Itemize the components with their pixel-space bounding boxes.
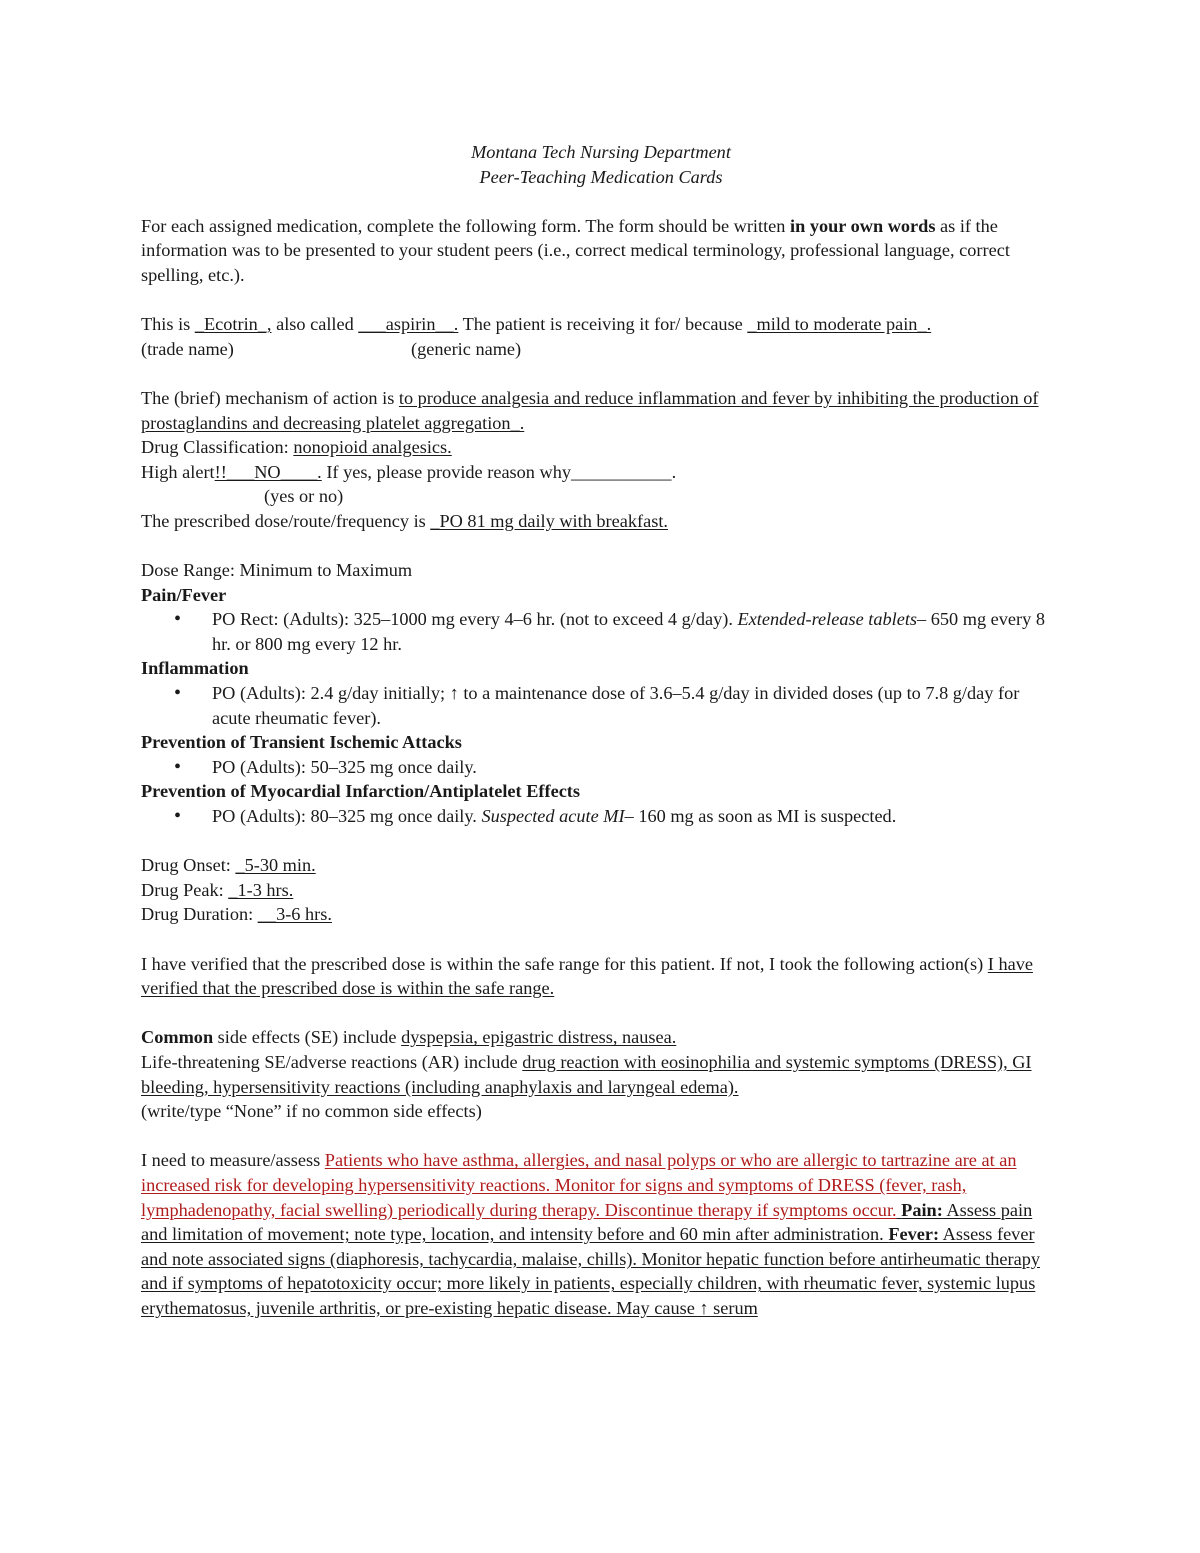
intro-paragraph: For each assigned medication, complete the following form. The form should be written in your own words as if the information was to be presented to your student peers (i.e., correct medical terminology, professional language, correct spelling, etc.). [141, 215, 1010, 285]
dose-list-item: • PO (Adults): 50–325 mg once daily. [141, 755, 1061, 780]
life-threatening-side-effects: Life-threatening SE/adverse reactions (AR) include drug reaction with eosinophilia and systemic symptoms (DRESS), GI bleeding, hypersensitivity reactions (including anaphylaxis and laryngeal edema). [141, 1051, 1032, 1097]
dose-range-sections [141, 583, 1061, 829]
dose-list [141, 607, 1061, 656]
medication-card-page [141, 140, 1061, 1321]
duration-line: Drug Duration: __3-6 hrs. [141, 904, 332, 925]
department-title: Montana Tech Nursing Department [471, 142, 731, 162]
peak-line: Drug Peak: _1-3 hrs. [141, 879, 294, 900]
dose-section-heading: Prevention of Myocardial Infarction/Antiplatelet Effects [141, 781, 581, 802]
generic-name-field: ___aspirin__. [358, 314, 459, 335]
drug-name-line: This is _Ecotrin_, also called ___aspirin__. The patient is receiving it for/ because _mild to moderate pain_. [141, 314, 932, 335]
classification-field: nonopioid analgesics. [293, 437, 452, 458]
dose-range-title: Dose Range: Minimum to Maximum [141, 560, 413, 581]
dose-section-heading: Inflammation [141, 658, 249, 679]
dose-line: The prescribed dose/route/frequency is _PO 81 mg daily with breakfast. [141, 510, 668, 531]
assessment-warning: Patients who have asthma, allergies, and nasal polyps or who are allergic to tartrazine are at an increased risk for developing hypersensitivity reactions. Monitor for signs and symptoms of DRESS (fever, rash, lymphadenopathy, facial swelling) periodically during therapy. Discontinue therapy if symptoms occur. [141, 1150, 1017, 1220]
form-title: Peer-Teaching Medication Cards [479, 166, 723, 187]
name-labels: (trade name) (generic name) [141, 338, 522, 359]
verified-paragraph: I have verified that the prescribed dose is within the safe range for this patient. If not, I took the following action(s) I have verified that the prescribed dose is within the safe range. [141, 953, 1033, 999]
high-alert-hint: (yes or no) [264, 486, 344, 507]
onset-line: Drug Onset: _5-30 min. [141, 855, 316, 876]
dose-list [141, 681, 1061, 730]
dose-section-heading: Pain/Fever [141, 584, 227, 605]
common-side-effects: Common side effects (SE) include dyspepsia, epigastric distress, nausea. [141, 1027, 677, 1048]
dose-list-item: • PO (Adults): 80–325 mg once daily. Suspected acute MI– 160 mg as soon as MI is suspected. [141, 804, 1061, 829]
dose-list [141, 804, 1061, 829]
classification-line: Drug Classification: nonopioid analgesics. [141, 437, 452, 458]
side-effects-hint: (write/type “None” if no common side effects) [141, 1101, 482, 1122]
high-alert-line: High alert!!___NO____. If yes, please provide reason why___________. [141, 461, 677, 482]
dose-list-item: • PO (Adults): 2.4 g/day initially; ↑ to a maintenance dose of 3.6–5.4 g/day in divided doses (up to 7.8 g/day for acute rheumatic fever). [141, 681, 1061, 730]
high-alert-field: !!___NO____. [214, 461, 322, 482]
mechanism-line: The (brief) mechanism of action is to produce analgesia and reduce inflammation and fever by inhibiting the production of prostaglandins and decreasing platelet aggregation_. [141, 387, 1039, 433]
dose-section-heading: Prevention of Transient Ischemic Attacks [141, 732, 462, 753]
dose-field: _PO 81 mg daily with breakfast. [430, 510, 668, 531]
mechanism-field: to produce analgesia and reduce inflammation and fever by inhibiting the production of prostaglandins and decreasing platelet aggregation_. [141, 387, 1039, 433]
reason-field: _mild to moderate pain_. [747, 314, 932, 335]
trade-name-field: _Ecotrin_, [194, 314, 272, 335]
dose-list [141, 755, 1061, 780]
dose-list-item: • PO Rect: (Adults): 325–1000 mg every 4–6 hr. (not to exceed 4 g/day). Extended-release tablets– 650 mg every 8 hr. or 800 mg every 12 hr. [141, 607, 1061, 656]
assessment-paragraph: I need to measure/assess Patients who have asthma, allergies, and nasal polyps or who are allergic to tartrazine are at an increased risk for developing hypersensitivity reactions. Monitor for signs and symptoms of DRESS (fever, rash, lymphadenopathy, facial swelling) periodically during therapy. Discontinue therapy if symptoms occur. Pain: Assess pain and limitation of movement; note type, location, and intensity before and 60 min after administration. Fever: Assess fever and note associated signs (diaphoresis, tachycardia, malaise, chills). Monitor hepatic function before antirheumatic therapy and if symptoms of hepatotoxicity occur; more likely in patients, especially children, with rheumatic fever, systemic lupus erythematosus, juvenile arthritis, or pre-existing hepatic disease. May cause ↑ serum [141, 1150, 1041, 1318]
